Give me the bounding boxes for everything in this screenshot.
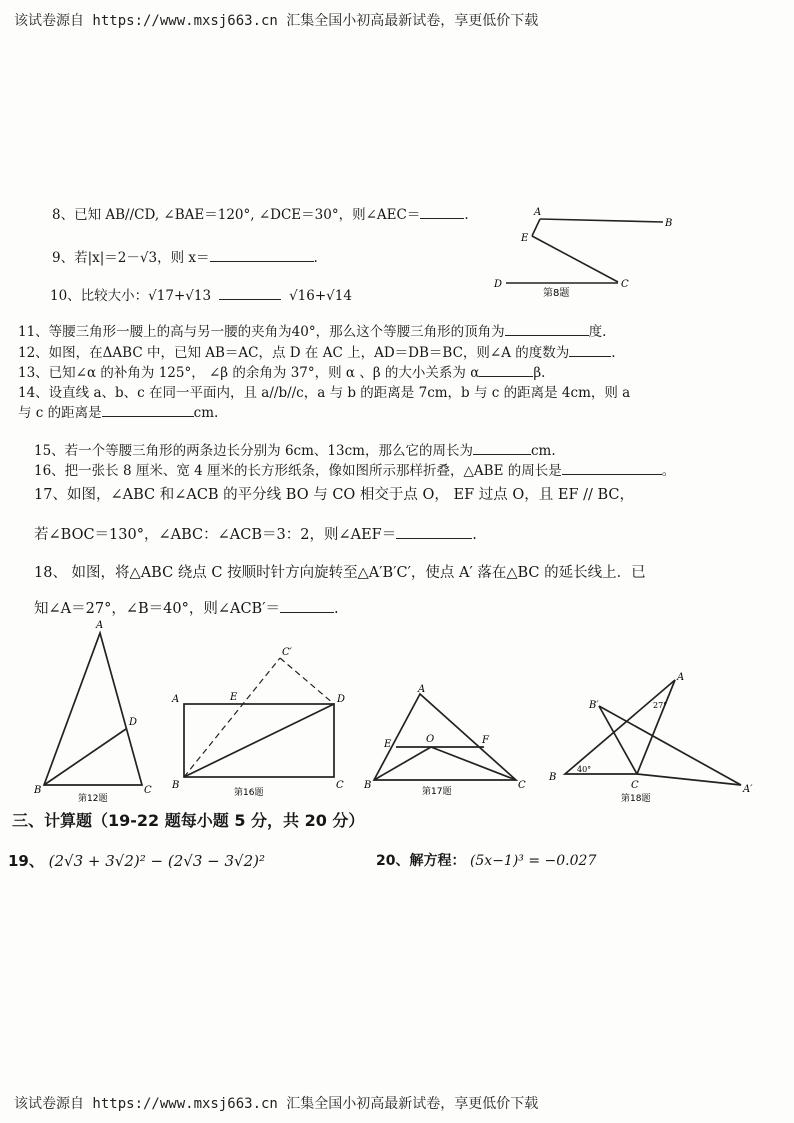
label-E: E [384, 739, 392, 750]
answer-blank [280, 598, 334, 613]
question-11: 11、等腰三角形一腰上的高与另一腰的夹角为40°，那么这个等腰三角形的顶角为 度. [18, 321, 606, 341]
label-C: C [518, 780, 526, 791]
label-B: B [34, 785, 42, 796]
figure-17 [358, 680, 538, 802]
question-18: 18、 如图，将△ABC 绕点 C 按顺时针方向旋转至△A′B′C′，使点 A′ 落在△BC 的延长线上．已 [34, 565, 646, 581]
question-12: 12、如图，在ΔABC 中，已知 AB＝AC，点 D 在 AC 上，AD＝DB＝BC，则∠A 的度数为 . [18, 342, 616, 362]
label-A: A [677, 672, 685, 683]
question-20: 20、解方程： (5x−1)³ = −0.027 [376, 853, 597, 869]
question-17-cont: 若∠BOC＝130°，∠ABC：∠ACB＝3：2，则∠AEF＝ . [34, 524, 477, 544]
answer-blank [396, 524, 472, 539]
answer-blank [420, 204, 464, 219]
label-O: O [426, 734, 435, 745]
label-A: A [172, 694, 180, 705]
figure-8 [488, 200, 688, 300]
figure-12-caption: 第12题 [78, 794, 108, 804]
answer-blank [479, 362, 533, 377]
label-F: F [482, 735, 489, 746]
answer-blank [505, 321, 589, 336]
label-B: B [549, 772, 557, 783]
label-C: C [631, 780, 639, 791]
question-13: 13、已知∠α 的补角为 125°， ∠β 的余角为 37°，则 α 、β 的大小关系为 α β. [18, 362, 545, 382]
figure-12 [30, 615, 160, 807]
label-B: B [665, 218, 673, 229]
label-E: E [521, 233, 529, 244]
angle-label-a: 27° [653, 701, 668, 710]
question-8: 8、已知 AB//CD, ∠BAE＝120°, ∠DCE＝30°，则∠AEC＝ . [52, 204, 469, 224]
label-E: E [230, 692, 238, 703]
label-B-prime: B′ [589, 700, 599, 711]
answer-blank [562, 460, 662, 475]
question-17: 17、如图，∠ABC 和∠ACB 的平分线 BO 与 CO 相交于点 O， EF 过点 O，且 EF // BC， [34, 487, 635, 503]
question-15: 15、若一个等腰三角形的两条边长分别为 6cm、13cm，那么它的周长为 cm. [34, 440, 556, 460]
question-14-cont: 与 c 的距离是 cm. [18, 402, 218, 422]
watermark-footer: 该试卷源自 https://www.mxsj663.cn 汇集全国小初高最新试卷，享更低价下载 [14, 1096, 539, 1112]
label-C: C [144, 785, 152, 796]
question-14: 14、设直线 a、b、c 在同一平面内，且 a//b//c，a 与 b 的距离是 7cm，b 与 c 的距离是 4cm，则 a [18, 385, 631, 401]
label-D: D [129, 717, 138, 728]
label-C: C [336, 780, 344, 791]
answer-blank [473, 440, 531, 455]
figure-8-caption: 第8题 [543, 288, 570, 299]
question-10: 10、比较大小：√17+√13 √16+√14 [50, 285, 352, 305]
figure-18 [545, 668, 765, 808]
figure-16 [168, 640, 358, 805]
label-A: A [418, 684, 426, 695]
section-3-title: 三、计算题（19-22 题每小题 5 分，共 20 分） [12, 811, 365, 830]
question-16: 16、把一张长 8 厘米、宽 4 厘米的长方形纸条，像如图所示那样折叠，△ABE 的周长是 。 [34, 460, 675, 480]
watermark-header: 该试卷源自 https://www.mxsj663.cn 汇集全国小初高最新试卷，享更低价下载 [14, 13, 539, 29]
label-B: B [364, 780, 372, 791]
label-A: A [96, 620, 104, 631]
question-18-cont: 知∠A＝27°，∠B＝40°，则∠ACB′＝ . [34, 598, 339, 618]
label-C: C [621, 279, 629, 290]
figure-17-caption: 第17题 [422, 787, 452, 797]
answer-blank [219, 285, 281, 300]
question-9: 9、若|x|＝2－√3，则 x＝ . [52, 247, 318, 267]
label-D: D [337, 694, 346, 705]
figure-16-caption: 第16题 [234, 788, 264, 798]
label-D: D [494, 279, 503, 290]
answer-blank [569, 342, 611, 357]
label-B: B [172, 780, 180, 791]
answer-blank [102, 402, 194, 417]
label-A-prime: A′ [743, 784, 753, 795]
answer-blank [210, 247, 314, 262]
figure-18-caption: 第18题 [621, 794, 651, 804]
question-19: 19、 (2√3 + 3√2)² − (2√3 − 3√2)² [8, 852, 265, 870]
label-A: A [534, 207, 542, 218]
angle-label-b: 40° [577, 765, 592, 774]
label-C-prime: C′ [282, 647, 292, 658]
